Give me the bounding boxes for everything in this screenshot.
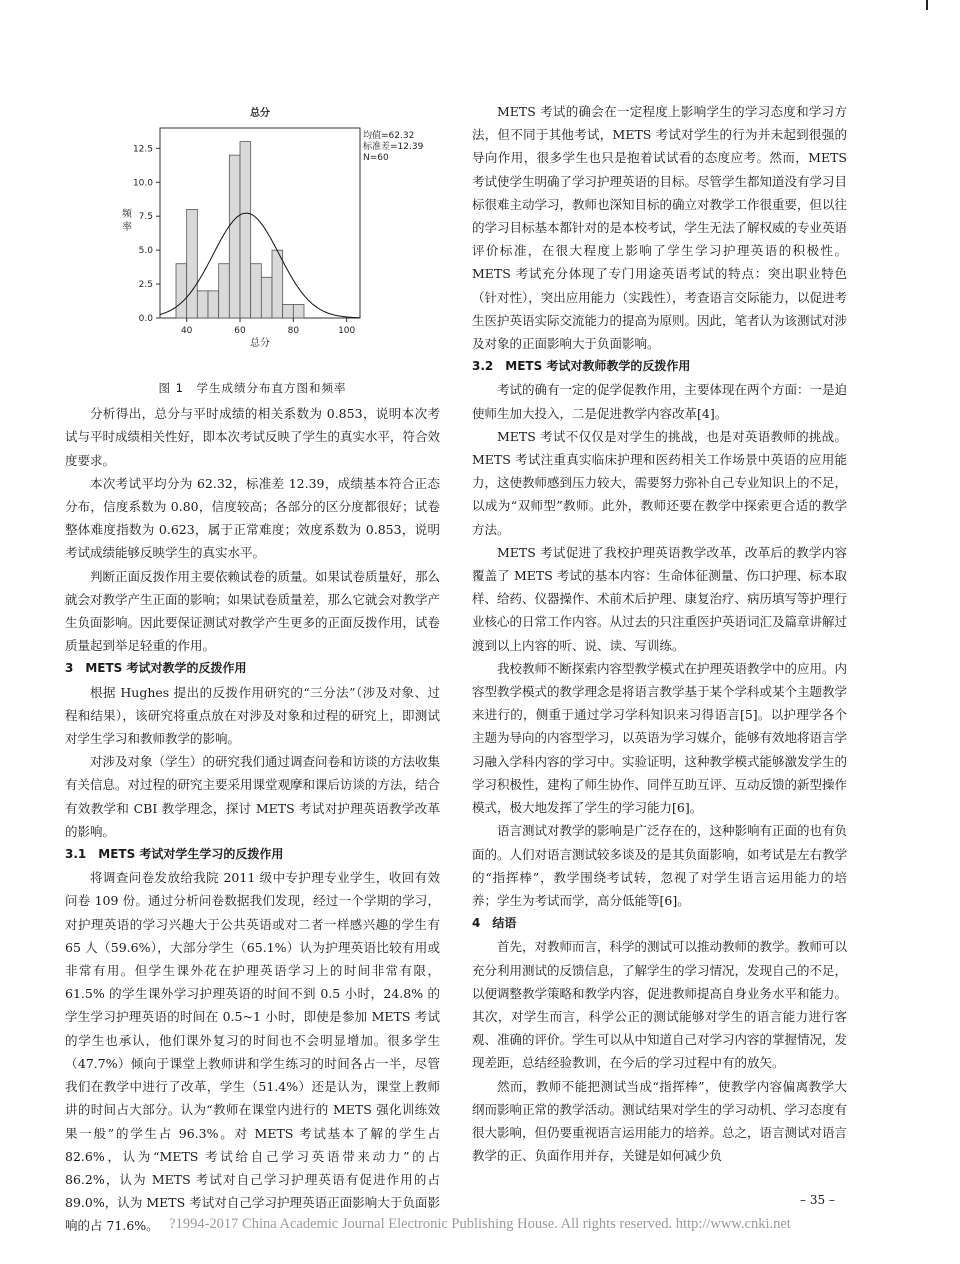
page-corner-mark: [926, 0, 928, 10]
paragraph: 根据 Hughes 提出的反拨作用研究的“三分法”（涉及对象、过程和结果），该研究将重点放在对涉及对象和过程的研究上，即测试对学生学习和教师教学的影响。: [65, 684, 440, 747]
y-tick-label: 7.5: [138, 212, 153, 223]
section-heading: 3 METS 考试对教学的反拨作用: [65, 661, 247, 676]
histogram-bar: [176, 264, 187, 318]
left-text-flow: [65, 402, 440, 1237]
y-tick-label: 10.0: [132, 178, 153, 189]
histogram-bar: [229, 155, 240, 318]
histogram-bar: [219, 264, 230, 318]
paragraph: 语言测试对教学的影响是广泛存在的，这种影响有正面的也有负面的。人们对语言测试较多谈及的是其负面影响，如考试是左右教学的“指挥棒”，教学围绕考试转，忽视了对学生语言运用能力的培养；学生为考试而学，高分低能等[6]。: [472, 823, 848, 908]
paragraph: METS 考试促进了我校护理英语教学改革，改革后的教学内容覆盖了 METS 考试的基本内容：生命体征测量、伤口护理、标本取样、给药、仪器操作、术前术后护理、康复治疗、病历填写等护理行业核心的日常工作内容。从过去的只注重医护英语词汇及篇章讲解过渡到以上内容的听、说、读、写训练。: [472, 544, 848, 653]
paragraph: 然而，教师不能把测试当成“指挥棒”，使教学内容偏离教学大纲而影响正常的教学活动。测试结果对学生的学习动机、学习态度有很大影响，但仍要重视语言运用能力的培养。总之，语言测试对语言教学的正、负面作用并存，关键是如何减少负: [472, 1078, 848, 1164]
histogram-bar: [251, 264, 262, 318]
paragraph: METS 考试的确会在一定程度上影响学生的学习态度和学习方法，但不同于其他考试，METS 考试对学生的行为并未起到很强的导向作用，很多学生也只是抱着试试看的态度应考。然而，METS 考试使学生明确了学习护理英语的目标。尽管学生都知道没有学习目标很难主动学习，教师也深知目标的确立对教学工作很重要，但以往的学习目标基本都针对的是本校考试，学生无法了解权威的专业英语评价标准，在很大程度上影响了学生学习护理英语的积极性。METS 考试充分体现了专门用途英语考试的特点：突出职业特色（针对性），突出应用能力（实践性），考查语言交际能力，以促进考生医护英语实际交流能力的提高为原则。因此，笔者认为该测试对涉及对象的正面影响大于负面影响。: [472, 104, 848, 352]
y-tick-label: 2.5: [138, 280, 153, 291]
histogram-chart: [65, 102, 440, 357]
x-tick-label: 60: [234, 326, 246, 336]
paragraph: 首先，对教师而言，科学的测试可以推动教师的教学。教师可以充分利用测试的反馈信息，了解学生的学习情况，发现自己的不足，以便调整教学策略和教学内容，促进教师提高自身业务水平和能力。其次，对学生而言，科学公正的测试能够对学生的语言能力进行客观、准确的评价。学生可以从中知道自己对学习内容的掌握情况，发现差距，总结经验教训，在今后的学习过程中有的放矢。: [472, 939, 848, 1071]
paragraph: 判断正面反拨作用主要依赖试卷的质量。如果试卷质量好，那么就会对教学产生正面的影响；如果试卷质量差，那么它就会对教学产生负面影响。因此要保证测试对教学产生更多的正面反拨作用，试卷质量起到举足轻重的作用。: [65, 568, 441, 654]
histogram-bar: [240, 142, 251, 318]
right-column: [472, 100, 847, 1167]
histogram-bar: [187, 209, 198, 318]
copyright-footer: ?1994-2017 China Academic Journal Electronic Publishing House. All rights reserved. http://www.cnki.net: [169, 1216, 791, 1232]
histogram-bar: [293, 304, 304, 318]
y-tick-label: 12.5: [132, 144, 153, 155]
y-tick-label: 5.0: [138, 246, 153, 257]
x-axis-label: 总分: [250, 338, 270, 349]
figure-histogram: [65, 102, 440, 377]
histogram-bar: [272, 250, 283, 318]
histogram-bar: [208, 291, 219, 318]
paragraph: 考试的确有一定的促学促教作用，主要体现在两个方面：一是迫使师生加大投入，二是促进教学内容改革[4]。: [472, 382, 848, 421]
y-tick-label: 0.0: [138, 314, 153, 324]
stats-text: 均值=62.32: [363, 131, 415, 141]
chart-title: 总分: [250, 108, 270, 119]
paragraph: 将调查问卷发放给我院 2011 级中专护理专业学生，收回有效问卷 109 份。通过分析问卷数据我们发现，经过一个学期的学习，对护理英语的学习兴趣大于公共英语或对二者一样感兴趣的学生有 65 人（59.6%），大部分学生（65.1%）认为护理英语比较有用或非常有用。但学生课外花在护理英语学习上的时间非常有限，61.5% 的学生课外学习护理英语的时间不到 0.5 小时，24.8% 的学生学习护理英语的时间在 0.5~1 小时，即使是参加 METS 考试的学生也承认，他们课外复习的时间也不会明显增加。很多学生（47.7%）倾向于课堂上教师讲和学生练习的时间各占一半，尽管我们在教学中进行了改革，学生（51.4%）还是认为，课堂上教师讲的时间占大部分。认为“教师在课堂内进行的 METS 强化训练效果一般”的学生占 96.3%。对 METS 考试基本了解的学生占 82.6%，认为“METS 考试给自己学习英语带来动力”的占 86.2%，认为 METS 考试对自己学习护理英语有促进作用的占 89.0%，认为 METS 考试对自己学习护理英语正面影响大于负面影响的占 71.6%。: [65, 870, 440, 1234]
paragraph: 我校教师不断探索内容型教学模式在护理英语教学中的应用。内容型教学模式的教学理念是将语言教学基于某个学科或某个主题教学来进行的，侧重于通过学习学科知识来习得语言[5]。以护理学各个主题为导向的内容型学习，以英语为学习媒介，能够有效地将语言学习融入学科内容的学习中。实验证明，这种教学模式能够激发学生的学习积极性，建构了师生协作、同伴互助互评、互动反馈的新型操作模式，极大地发挥了学生的学习能力[6]。: [472, 660, 848, 816]
histogram-bar: [283, 304, 294, 318]
stats-text: N=60: [363, 153, 389, 163]
right-text-flow: [472, 100, 847, 1167]
paragraph: 分析得出，总分与平时成绩的相关系数为 0.853，说明本次考试与平时成绩相关性好，即本次考试反映了学生的真实水平，符合效度要求。: [65, 406, 441, 468]
figure-caption: 图 1 学生成绩分布直方图和频率: [158, 381, 347, 395]
stats-text: 标准差=12.39: [363, 142, 424, 152]
paragraph: 本次考试平均分为 62.32，标准差 12.39，成绩基本符合正态分布，信度系数为 0.80，信度较高；各部分的区分度都很好；试卷整体难度指数为 0.623，属于正常难度；效度系数为 0.853，说明考试成绩能够反映学生的真实水平。: [65, 475, 440, 561]
x-tick-label: 100: [338, 326, 356, 336]
page-number: – 35 –: [800, 1193, 835, 1207]
left-column: [65, 102, 440, 1238]
section-heading: 4 结语: [472, 916, 517, 931]
histogram-bar: [197, 291, 208, 318]
paragraph: METS 考试不仅仅是对学生的挑战，也是对英语教师的挑战。METS 考试注重真实临床护理和医药相关工作场景中英语的应用能力，这使教师感到压力较大，需要努力弥补自己专业知识上的不足，以成为“双师型”教师。此外，教师还要在教学中探索更合适的教学方法。: [472, 428, 848, 537]
histogram-bar: [261, 277, 272, 318]
section-heading: 3.1 METS 考试对学生学习的反拨作用: [65, 847, 284, 862]
y-axis-label: 频率: [122, 209, 132, 233]
paragraph: 对涉及对象（学生）的研究我们通过调查问卷和访谈的方法收集有关信息。对过程的研究主要采用课堂观摩和课后访谈的方法，结合有效教学和 CBI 教学理念，探讨 METS 考试对护理英语教学改革的影响。: [65, 754, 441, 839]
section-heading: 3.2 METS 考试对教师教学的反拨作用: [472, 359, 691, 374]
x-tick-label: 80: [287, 326, 300, 336]
x-tick-label: 40: [180, 326, 193, 336]
